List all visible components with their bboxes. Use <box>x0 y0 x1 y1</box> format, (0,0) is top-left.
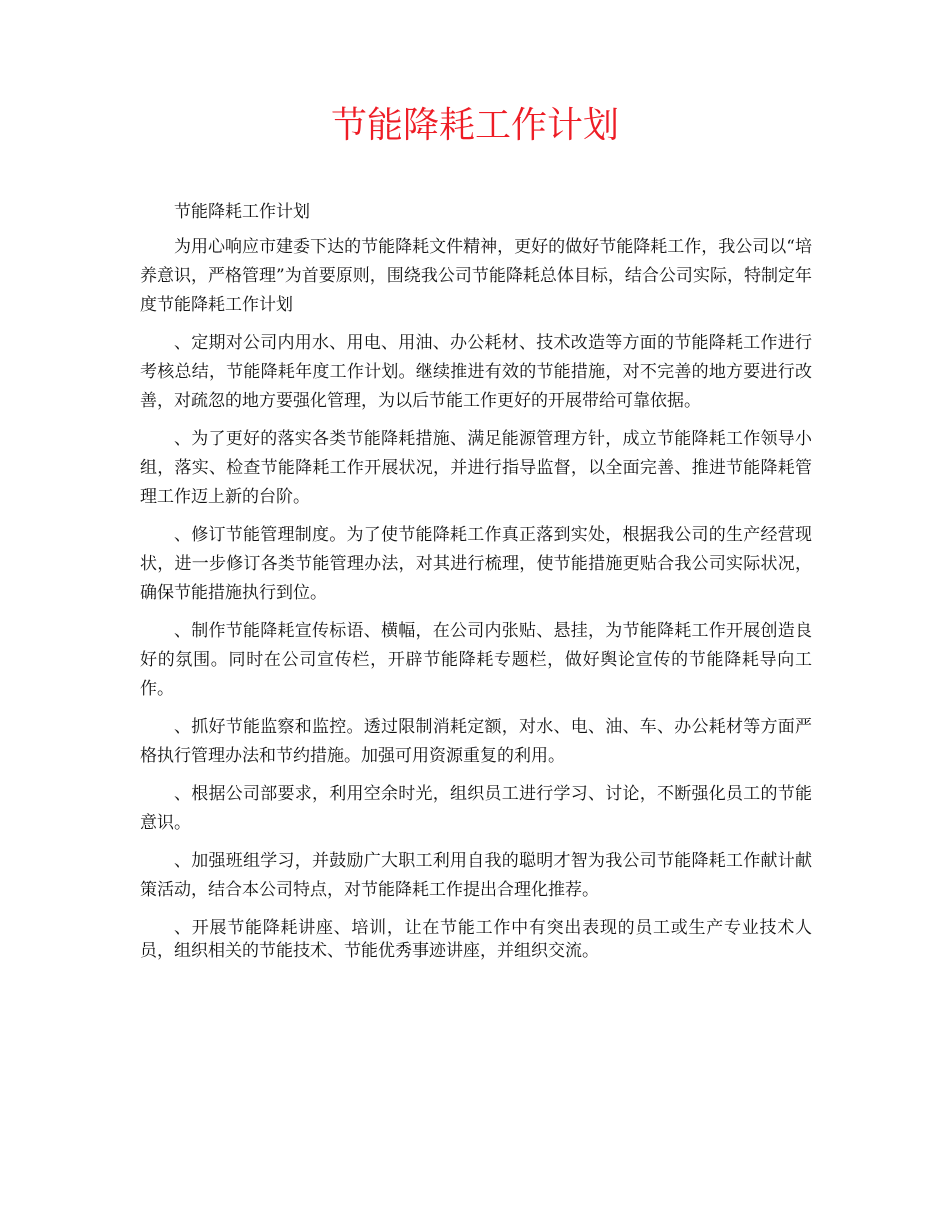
paragraph-item-7: 、加强班组学习，并鼓励广大职工利用自我的聪明才智为我公司节能降耗工作献计献策活动，结合本公司特点，对节能降耗工作提出合理化推荐。 <box>140 851 812 900</box>
document-body <box>140 198 812 972</box>
paragraph-item-8: 、开展节能降耗讲座、培训，让在节能工作中有突出表现的员工或生产专业技术人员，组织相关的节能技术、节能优秀事迹讲座，并组织交流。 <box>140 918 812 961</box>
paragraph-item-1: 、定期对公司内用水、用电、用油、办公耗材、技术改造等方面的节能降耗工作进行考核总结，节能降耗年度工作计划。继续推进有效的节能措施，对不完善的地方要进行改善，对疏忽的地方要强化管理，为以后节能工作更好的开展带给可靠依据。 <box>140 333 812 411</box>
paragraph-item-2: 、为了更好的落实各类节能降耗措施、满足能源管理方针，成立节能降耗工作领导小组，落实、检查节能降耗工作开展状况，并进行指导监督，以全面完善、推进节能降耗管理工作迈上新的台阶。 <box>140 429 812 507</box>
paragraph-intro: 为用心响应市建委下达的节能降耗文件精神，更好的做好节能降耗工作，我公司以“培养意识，严格管理”为首要原则，围绕我公司节能降耗总体目标，结合公司实际，特制定年度节能降耗工作计划 <box>140 237 812 315</box>
paragraph-item-6: 、根据公司部要求，利用空余时光，组织员工进行学习、讨论，不断强化员工的节能意识。 <box>140 784 812 833</box>
paragraph-item-5: 、抓好节能监察和监控。透过限制消耗定额，对水、电、油、车、办公耗材等方面严格执行管理办法和节约措施。加强可用资源重复的利用。 <box>140 717 812 766</box>
paragraph-item-4: 、制作节能降耗宣传标语、横幅，在公司内张贴、悬挂，为节能降耗工作开展创造良好的氛围。同时在公司宣传栏，开辟节能降耗专题栏，做好舆论宣传的节能降耗导向工作。 <box>140 621 812 699</box>
document-title: 节能降耗工作计划 <box>330 105 619 146</box>
paragraph-item-3: 、修订节能管理制度。为了使节能降耗工作真正落到实处，根据我公司的生产经营现状，进一步修订各类节能管理办法，对其进行梳理，使节能措施更贴合我公司实际状况，确保节能措施执行到位。 <box>140 525 812 603</box>
document-subtitle: 节能降耗工作计划 <box>174 202 310 222</box>
